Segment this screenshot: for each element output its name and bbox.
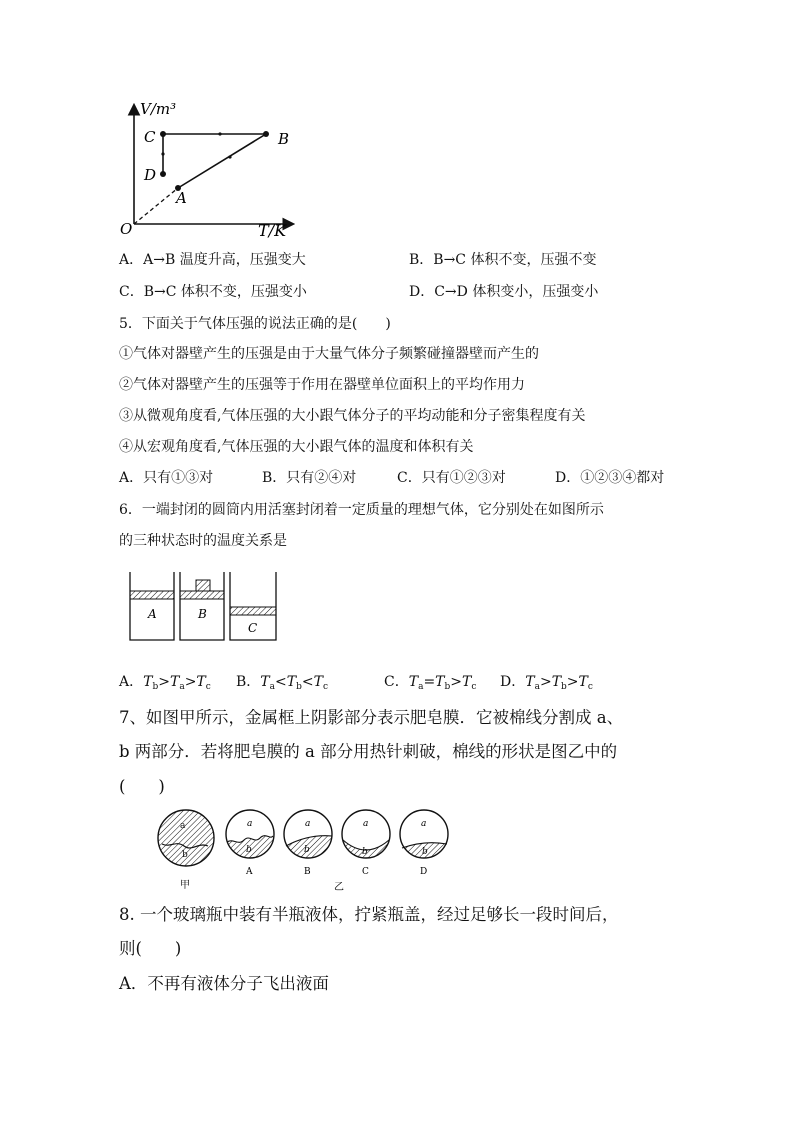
option-a-label: A [246, 867, 253, 877]
q4-option-b: B．B→C 体积不变，压强不变 [409, 252, 597, 268]
option-d-region-b: b [422, 847, 428, 857]
origin-label: O [120, 220, 133, 238]
figure-jia-circle [158, 810, 214, 866]
piston-b [180, 591, 224, 599]
cylinder-b-label: B [198, 607, 207, 621]
q8-stem-line1: 8. 一个玻璃瓶中装有半瓶液体，拧紧瓶盖，经过足够长一段时间后， [119, 905, 619, 924]
figure-yi-caption: 乙 [334, 882, 344, 893]
point-c [160, 131, 166, 137]
cylinder-a-label: A [148, 607, 157, 621]
q6-stem-line2: 的三种状态时的温度关系是 [119, 533, 287, 549]
q7-stem-line2: b 两部分．若将肥皂膜的 a 部分用热针刺破，棉线的形状是图乙中的 [119, 742, 618, 761]
option-c-region-a: a [363, 819, 369, 829]
option-d-region-a: a [421, 819, 427, 829]
q5-statement-1: ①气体对器壁产生的压强是由于大量气体分子频繁碰撞器壁而产生的 [119, 346, 539, 362]
q6-stem-line1: 6．一端封闭的圆筒内用活塞封闭着一定质量的理想气体，它分别处在如图所示 [119, 502, 604, 518]
q4-option-a: A．A→B 温度升高，压强变大 [119, 252, 306, 268]
soap-film-figure [150, 804, 460, 896]
option-a-region-a: a [247, 819, 253, 829]
x-axis-label: T/K [258, 221, 287, 238]
point-a-label: A [176, 189, 187, 207]
point-b [263, 131, 269, 137]
q5-stem: 5．下面关于气体压强的说法正确的是( ) [119, 316, 391, 332]
cylinders-figure [126, 566, 286, 646]
option-a-region-b: b [246, 845, 252, 855]
option-b-circle [284, 810, 332, 877]
q7-stem-line3: ( ) [119, 777, 165, 796]
option-a-circle [226, 810, 274, 877]
cylinder-c-label: C [248, 621, 258, 635]
cylinder-c [230, 572, 276, 640]
jia-region-a: a [180, 821, 186, 831]
vt-diagram [110, 96, 310, 238]
q4-option-c: C．B→C 体积不变，压强变小 [119, 284, 307, 300]
option-c-circle [342, 810, 390, 877]
q5-option-b: B．只有②④对 [262, 470, 357, 486]
q6-option-d: D．$T_a>T_b>T_c$ [500, 674, 593, 692]
q5-option-a: A．只有①③对 [119, 470, 214, 486]
q6-option-c: C．$T_a=T_b>T_c$ [384, 674, 477, 692]
point-d-label: D [144, 166, 157, 184]
option-c-region-b: b [362, 847, 368, 857]
cylinder-b [180, 572, 224, 640]
point-c-label: C [144, 128, 156, 146]
q5-statement-3: ③从微观角度看,气体压强的大小跟气体分子的平均动能和分子密集程度有关 [119, 408, 586, 424]
option-c-label: C [362, 867, 369, 877]
option-b-label: B [304, 867, 311, 877]
q7-stem-line1: 7、如图甲所示，金属框上阴影部分表示肥皂膜．它被棉线分割成 a、 [119, 708, 624, 727]
segment-ab [178, 134, 266, 188]
q6-option-a: A．$T_b>T_a>T_c$ [119, 674, 211, 692]
option-d-label: D [420, 867, 428, 877]
q6-option-b: B．$T_a<T_b<T_c$ [236, 674, 328, 692]
q8-stem-line2: 则( ) [119, 939, 182, 958]
weight-block [196, 580, 210, 591]
jia-region-b: b [182, 850, 188, 860]
q5-option-c: C．只有①②③对 [397, 470, 506, 486]
option-b-region-b: b [304, 845, 310, 855]
q4-option-d: D．C→D 体积变小，压强变小 [409, 284, 599, 300]
q5-statement-4: ④从宏观角度看,气体压强的大小跟气体的温度和体积有关 [119, 439, 474, 455]
piston-c [230, 607, 276, 615]
figure-jia-caption: 甲 [180, 880, 190, 891]
option-b-region-a: a [305, 819, 311, 829]
piston-a [130, 591, 174, 599]
y-axis-label: V/m³ [140, 100, 177, 118]
option-d-circle [400, 810, 448, 877]
dashed-extension [134, 188, 178, 224]
q5-statement-2: ②气体对器壁产生的压强等于作用在器壁单位面积上的平均作用力 [119, 377, 525, 393]
q8-option-a: A．不再有液体分子飞出液面 [119, 974, 329, 993]
point-b-label: B [278, 130, 290, 148]
point-d [160, 171, 166, 177]
q5-option-d: D．①②③④都对 [555, 470, 665, 486]
cylinder-a [130, 572, 174, 640]
